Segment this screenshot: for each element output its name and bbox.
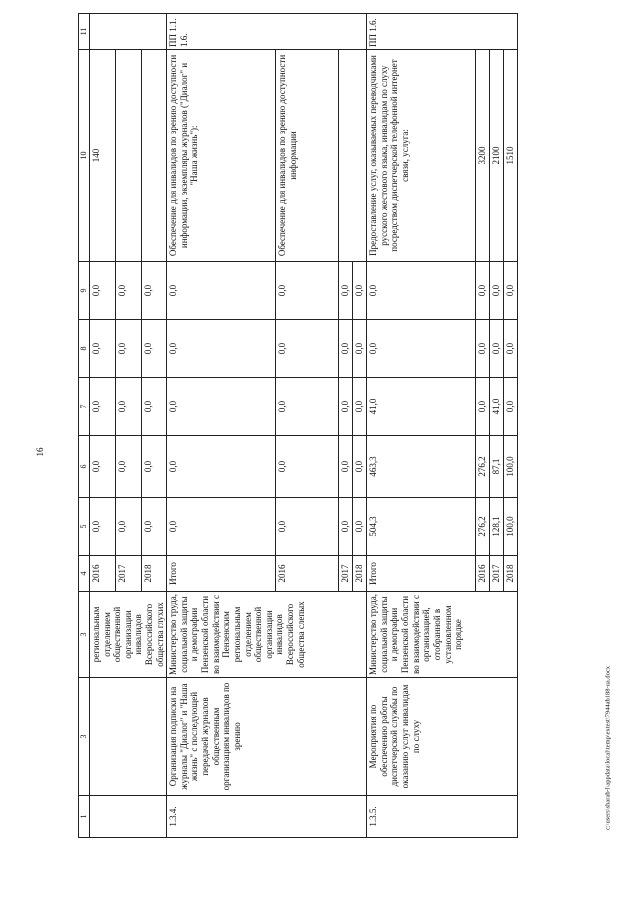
- value-cell: 0,0: [339, 262, 353, 320]
- footer-file-path: c:\users\sharab-l\appdata\local\temp\extest\7944ab188-ua.docx: [604, 665, 612, 831]
- value-cell: 0,0: [476, 262, 490, 320]
- executor-cell: Министерство труда, социальной защиты и демографии Пензенской области во взаимодействии с организацией, отобранной в установленном порядке: [367, 592, 518, 678]
- value-cell: 0,0: [339, 378, 353, 436]
- value-cell: 100,0: [504, 436, 518, 498]
- cont-col1: [90, 796, 167, 838]
- value-cell: 0,0: [167, 262, 276, 320]
- year-cell: 2016: [90, 556, 116, 592]
- header-cell: 5: [79, 498, 90, 556]
- year-cell: 2016: [476, 556, 490, 592]
- rotated-table-wrapper: [78, 14, 608, 838]
- value-cell: 0,0: [504, 320, 518, 378]
- value-cell: 0,0: [276, 436, 339, 498]
- measure-name: Мероприятия по обеспечению работы диспетчерской службы по оказанию услуг инвалидам по слуху: [367, 678, 518, 796]
- indicator-text: Обеспечение для инвалидов по зрению доступности информации, экземпляры журналов ("Диалог" и "Наша жизнь"):: [167, 50, 276, 262]
- header-cell: 11: [79, 14, 90, 50]
- cont-col11: [90, 14, 167, 50]
- value-cell: 128,1: [490, 498, 504, 556]
- value-cell: 0,0: [90, 378, 116, 436]
- value-cell: 0,0: [90, 320, 116, 378]
- value-cell: 0,0: [276, 498, 339, 556]
- program-ref: ПП 1.1. 1.6.: [167, 14, 367, 50]
- indicator-cell: [141, 50, 167, 262]
- year-cell: 2018: [353, 556, 367, 592]
- indicator-text: Предоставление услуг, оказываемых переводчиками русского жестового языка, инвалидам по слуху посредством диспетчерской телефонной интернет связи, услуга:: [367, 50, 476, 262]
- value-cell: 0,0: [367, 262, 476, 320]
- value-cell: 0,0: [339, 436, 353, 498]
- header-cell: 9: [79, 262, 90, 320]
- value-cell: 0,0: [353, 262, 367, 320]
- value-cell: 0,0: [339, 320, 353, 378]
- indicator-cell: [115, 50, 141, 262]
- header-cell: 3: [79, 678, 90, 796]
- value-cell: 504,3: [367, 498, 476, 556]
- value-cell: 0,0: [141, 436, 167, 498]
- value-cell: 0,0: [90, 498, 116, 556]
- year-cell: 2018: [141, 556, 167, 592]
- value-cell: 0,0: [141, 378, 167, 436]
- total-label: Итого: [167, 556, 276, 592]
- total-label: Итого: [367, 556, 476, 592]
- header-cell: 3: [79, 592, 90, 678]
- value-cell: 0,0: [476, 378, 490, 436]
- value-cell: 0,0: [115, 320, 141, 378]
- value-cell: 100,0: [504, 498, 518, 556]
- value-cell: 0,0: [367, 320, 476, 378]
- value-cell: 0,0: [141, 262, 167, 320]
- value-cell: 0,0: [504, 262, 518, 320]
- value-cell: 0,0: [353, 378, 367, 436]
- header-cell: 1: [79, 796, 90, 838]
- value-cell: 0,0: [90, 262, 116, 320]
- page-number: 16: [35, 447, 45, 457]
- value-cell: 0,0: [276, 320, 339, 378]
- value-cell: 0,0: [276, 378, 339, 436]
- program-table: [78, 13, 518, 838]
- year-cell: 2017: [339, 556, 353, 592]
- value-cell: 0,0: [353, 320, 367, 378]
- year-cell: 2016: [276, 556, 339, 592]
- value-cell: 41,0: [490, 378, 504, 436]
- value-cell: 0,0: [167, 436, 276, 498]
- value-cell: 0,0: [476, 320, 490, 378]
- year-cell: 2018: [504, 556, 518, 592]
- indicator-cell: 1510: [504, 50, 518, 262]
- header-cell: 4: [79, 556, 90, 592]
- value-cell: 87,1: [490, 436, 504, 498]
- program-ref: ПП 1.6.: [367, 14, 518, 50]
- year-cell: 2017: [115, 556, 141, 592]
- value-cell: 0,0: [90, 436, 116, 498]
- value-cell: 0,0: [353, 436, 367, 498]
- value-cell: 276,2: [476, 436, 490, 498]
- row-number: 1.3.5.: [367, 796, 518, 838]
- value-cell: 0,0: [115, 262, 141, 320]
- header-row: [79, 14, 90, 838]
- value-cell: 0,0: [339, 498, 353, 556]
- header-cell: 6: [79, 436, 90, 498]
- value-cell: 0,0: [167, 320, 276, 378]
- header-cell: 10: [79, 50, 90, 262]
- value-cell: 276,2: [476, 498, 490, 556]
- value-cell: 41,0: [367, 378, 476, 436]
- value-cell: 463,3: [367, 436, 476, 498]
- indicator-cell: 3200: [476, 50, 490, 262]
- table-row: [367, 14, 476, 838]
- executor-cell: Министерство труда, социальной защиты и демографии Пензенской области во взаимодействии с Пензенским региональным отделением общественной организации инвалидов Всероссийского общества слепых: [167, 592, 367, 678]
- value-cell: 0,0: [276, 262, 339, 320]
- value-cell: 0,0: [115, 378, 141, 436]
- measure-name: Организация подписки на журналы "Диалог" и "Наша жизнь" с последующей передачей журналов общественным организациям инвалидов по зрению: [167, 678, 367, 796]
- value-cell: 0,0: [115, 498, 141, 556]
- table-row: [90, 14, 116, 838]
- table-row: [167, 14, 276, 838]
- cont-executor: региональным отделением общественной организации инвалидов Всероссийского общества глухих: [90, 592, 167, 678]
- indicator-text: Обеспечение для инвалидов по зрению доступности информации: [276, 50, 339, 262]
- value-cell: 0,0: [490, 262, 504, 320]
- indicator-cell: 140: [90, 50, 116, 262]
- value-cell: 0,0: [141, 498, 167, 556]
- value-cell: 0,0: [353, 498, 367, 556]
- cont-col2: [90, 678, 167, 796]
- header-cell: 7: [79, 378, 90, 436]
- value-cell: 0,0: [490, 320, 504, 378]
- indicator-cell: [339, 50, 367, 262]
- row-number: 1.3.4.: [167, 796, 367, 838]
- value-cell: 0,0: [141, 320, 167, 378]
- value-cell: 0,0: [504, 378, 518, 436]
- year-cell: 2017: [490, 556, 504, 592]
- indicator-cell: 2100: [490, 50, 504, 262]
- value-cell: 0,0: [167, 498, 276, 556]
- value-cell: 0,0: [115, 436, 141, 498]
- value-cell: 0,0: [167, 378, 276, 436]
- header-cell: 8: [79, 320, 90, 378]
